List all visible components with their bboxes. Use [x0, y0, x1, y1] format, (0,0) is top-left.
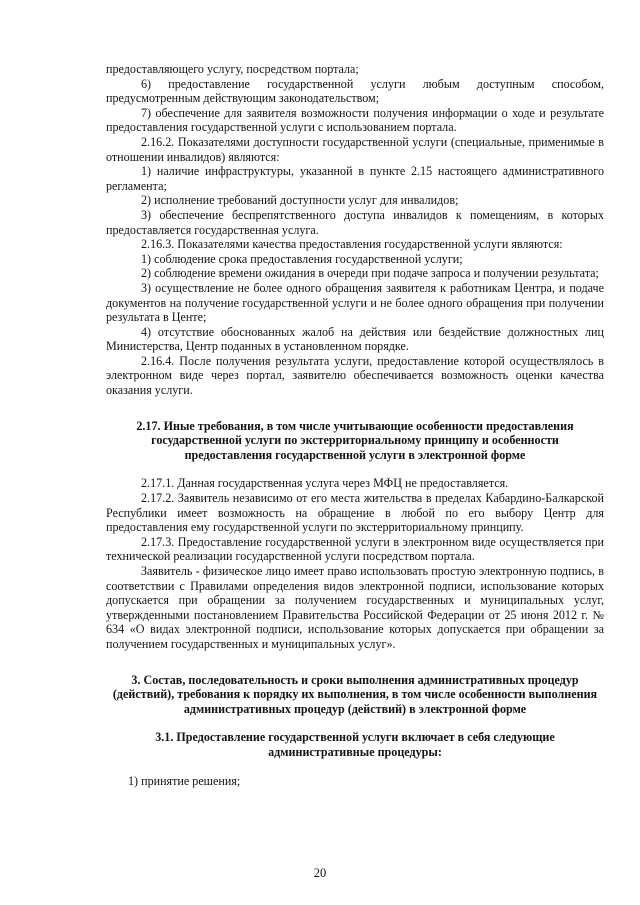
paragraph: 6) предоставление государственной услуги любым доступным способом, предусмотренным действующим законодательством;	[106, 76, 604, 106]
paragraph: 3) обеспечение беспрепятственного доступа инвалидов к помещениям, в которых предоставляется государственная услуга.	[106, 207, 604, 237]
paragraph: предоставляющего услугу, посредством портала;	[106, 62, 359, 76]
paragraph: 2.17.3. Предоставление государственной услуги в электронном виде осуществляется при технической реализации государственной услуги посредством портала.	[106, 534, 604, 564]
section-heading-3: 3. Состав, последовательность и сроки выполнения административных процедур (действий), требования к порядку их выполнения, в том числе особенности выполнения административных процедур (действий) в электронной форме	[112, 672, 598, 716]
paragraph: 2) соблюдение времени ожидания в очереди при подаче запроса и получении результата;	[141, 266, 599, 281]
paragraph: Заявитель - физическое лицо имеет право использовать простую электронную подпись, в соответствии с Правилами определения видов электронной подписи, использование которых допускается при обращении за получением государственных и муниципальных услуг, утвержденными постановлением Правительства Российской Федерации от 25 июня 2012 г. № 634 «О видах электронной подписи, использование которых допускается при обращении за получением государственных и муниципальных услуг».	[106, 564, 604, 651]
paragraph: 7) обеспечение для заявителя возможности получения информации о ходе и результате предоставления государственной услуги с использованием портала.	[106, 105, 604, 135]
paragraph: 4) отсутствие обоснованных жалоб на действия или бездействие должностных лиц Министерства, Центр поданных в установленном порядке.	[106, 324, 604, 354]
spacer	[106, 716, 604, 730]
paragraph: 2.16.2. Показателями доступности государственной услуги (специальные, применимые в отношении инвалидов) являются:	[106, 134, 604, 164]
page-number: 20	[313, 866, 327, 880]
section-heading-2-17: 2.17. Иные требования, в том числе учитывающие особенности предоставления государственной услуги по экстерриториальному принципу и особенности предоставления государственной услуги в электронной форме	[136, 418, 574, 462]
spacer	[106, 652, 604, 673]
paragraph: 3) осуществление не более одного обращения заявителя к работникам Центра, и подаче документов на получение государственной услуги и не более одного обращения при получении результата в Центе;	[106, 280, 604, 325]
paragraph: 2) исполнение требований доступности услуг для инвалидов;	[141, 193, 459, 208]
paragraph: 1) соблюдение срока предоставления государственной услуги;	[141, 251, 463, 266]
paragraph: 2.16.4. После получения результата услуги, предоставление которой осуществлялось в электронном виде через портал, заявителю обеспечивается возможность оценки качества оказания услуги.	[106, 353, 604, 398]
paragraph: 1) наличие инфраструктуры, указанной в пункте 2.15 настоящего административного регламента;	[106, 164, 604, 193]
paragraph: 2.17.2. Заявитель независимо от его места жительства в пределах Кабардино-Балкарской Республики имеет возможность на обращение в любой по его выбору Центр для предоставления ему государственной услуги по экстерриториальному принципу.	[106, 491, 604, 535]
page-content	[106, 62, 604, 788]
paragraph: 2.16.3. Показателями качества предоставления государственной услуги являются:	[141, 237, 563, 252]
spacer	[106, 398, 604, 419]
paragraph: 2.17.1. Данная государственная услуга через МФЦ не предоставляется.	[141, 476, 509, 491]
spacer	[106, 462, 604, 476]
spacer	[106, 760, 604, 774]
list-item: 1) принятие решения;	[128, 773, 241, 788]
section-heading-3-1: 3.1. Предоставление государственной услуги включает в себя следующие административные процедуры:	[155, 730, 555, 759]
